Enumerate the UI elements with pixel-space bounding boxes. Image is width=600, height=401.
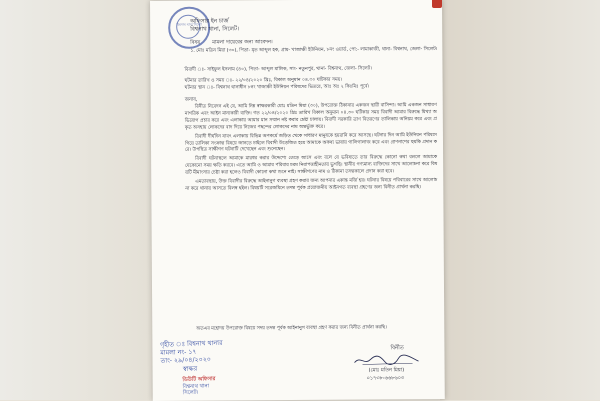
letter-body <box>185 103 438 196</box>
background-right <box>440 0 600 400</box>
subject-text: মামলা দায়েরের জন্য আবেদন। <box>212 39 273 46</box>
body-paragraph: বিনীত নিবেদন এই যে, আমি নিম্ন স্বাক্ষরকারী মোঃ মতিন মিয়া (৩০), উপরোক্ত ঠিকানার একজন স্থায়ী বাসিন্দা। আমি একজন সাধারণ নাগরিক এবং আইন মান্যকারী ব্যক্তি। গত ২২/০৪/২০২০ খ্রিঃ তারিখ বিকাল অনুমান ০৪.৩০ ঘটিকার সময় বিবাদী আমার বিরুদ্ধে মিথ্যা অভিযোগ প্রচার করে এবং এলাকায় আমার মান সম্মান নষ্ট করার চেষ্টা চালায়। বিবাদী সরকারি ত্রাণ বিতরণের তালিকায় অনিয়ম করে এবং প্রকৃত অসহায় লোকদের বাদ দিয়ে নিজের পছন্দের লোকদের নাম অন্তর্ভুক্ত করে। <box>184 103 437 131</box>
incident-date-line: ঘটনার তারিখ ও সময় ঃ- ২২/০৪/২০২০ খ্রিঃ, বিকাল অনুমান ০৪.৩০ ঘটিকার সময়। <box>184 77 342 84</box>
body-paragraph: এমতাবস্থায়, উক্ত বিবাদীর বিরুদ্ধে আইনানুগ ব্যবস্থা গ্রহণ করার জন্য আপনার একান্ত মর্জি হয়। ঘটনার বিষয়ে পরিবারের সাথে আলোচনা করে থানায় আসতে বিলম্ব হইল। বিষয়টি সরেজমিনে তদন্ত পূর্বক প্রয়োজনীয় আইনগত ব্যবস্থা গ্রহণের জন্য বিনীত প্রার্থনা করছি। <box>185 178 438 192</box>
incident-place-line: ঘটনার স্থান ঃ- বিশ্বনাথ থানাধীন ৮নং খাজাঞ্চী ইউনিয়ন পরিষদের ভিতরে, আঃ অঃ ২ কিঃমিঃ পূর্বে। <box>184 84 370 91</box>
stamp-station: বিশ্বনাথ থানা <box>182 382 210 390</box>
stamp-date-line: তাং- ২৯/০৪/২০২০ <box>160 356 212 366</box>
body-paragraph: বিবাদী ঘটনাস্থলে আমাকে মারধর করার উদ্দেশ্যে তেড়ে আসে এবং বলে যে ভবিষ্যতে তার বিরুদ্ধে কোনো কথা বললে আমাকে যেকোনো সময় ক্ষতি করবে। এতে আমি ও আমার পরিবার চরম নিরাপত্তাহীনতায় ভুগছি। স্থানীয় গণ্যমান্য ব্যক্তিদের সাথে আলোচনা করে বিষয়টি মীমাংসার চেষ্টা করা হলেও বিবাদী কোনো কথা শুনে নাই। সাক্ষীগণের নাম ও ঠিকানা তদন্তকালে প্রদান করা হবে। <box>185 155 438 176</box>
addressee-office: বিশ্বনাথ থানা, সিলেট। <box>190 26 240 33</box>
background-left <box>0 0 150 400</box>
red-clip <box>432 0 442 8</box>
stamp-title-red: ডিউটি অফিসার <box>182 376 216 384</box>
stamp-received-line: গৃহীত ঃ বিশ্বনাথ থানার <box>159 339 223 349</box>
signature-scribble <box>352 353 422 367</box>
accused-line: বিবাদী ঃ- সাইফুল ইসলাম (৪০), পিতা- আব্দুল মালিক, সাং- নতুনপুর, থানা- বিশ্বনাথ, জেলা- সিলেট। <box>184 66 372 73</box>
salutation: জনাব, <box>184 97 198 103</box>
stamp-officer-line: স্বাক্ষর <box>182 365 198 373</box>
stamp-district: সিলেট। <box>182 389 199 397</box>
letter-sheet <box>150 0 445 401</box>
signer-name: (মোঃ মতিন মিয়া) <box>368 367 405 374</box>
signoff-label: বিনীত <box>390 345 404 352</box>
addressee-title: অফিসার ইন চার্জ <box>190 18 229 25</box>
subject-label: বিষয় <box>190 39 201 46</box>
received-stamp <box>160 340 224 375</box>
seal-text: বিশ্বনাথ থানা সিলেট <box>176 22 203 27</box>
body-paragraph: বিবাদী দীর্ঘদিন যাবৎ এলাকায় বিভিন্ন অপকর্মে জড়িত থেকে সাধারণ মানুষকে হয়রানি করে আসছে। ঘটনার দিন আমি ইউনিয়ন পরিষদে গিয়ে তালিকা সংক্রান্ত বিষয়ে জানতে চাইলে বিবাদী উত্তেজিত হয়ে আমাকে অকথ্য ভাষায় গালিগালাজ করে এবং প্রাণনাশের হুমকি প্রদান করে। উপস্থিত সাক্ষীগণ ঘটনাটি দেখেছেন এবং শুনেছেন। <box>184 132 438 154</box>
closing-line: অতএব মহোদয় উপরোক্ত বিষয়ে সদয় তদন্ত পূর্বক আইনানুগ ব্যবস্থা গ্রহণ করার জন্য বিনীত প্রার্থনা করছি। <box>196 325 387 332</box>
complainant-line: ১. মোঃ মতিন মিয়া (৩০), পিতা- মৃত আব্দুল হক, গ্রাম- খাজাঞ্চী ইউনিয়ন, ৮নং ওয়ার্ড, পো:- লামাকাজী, থানা- বিশ্বনাথ, জেলা- সিলেট। <box>190 47 438 54</box>
signer-phone: ০১৭৩৮-৬৬৮৬০৩ <box>366 375 405 382</box>
duty-officer-stamp <box>182 376 216 397</box>
stamp-case-line: মামলা নং- ১৭ <box>160 348 197 357</box>
